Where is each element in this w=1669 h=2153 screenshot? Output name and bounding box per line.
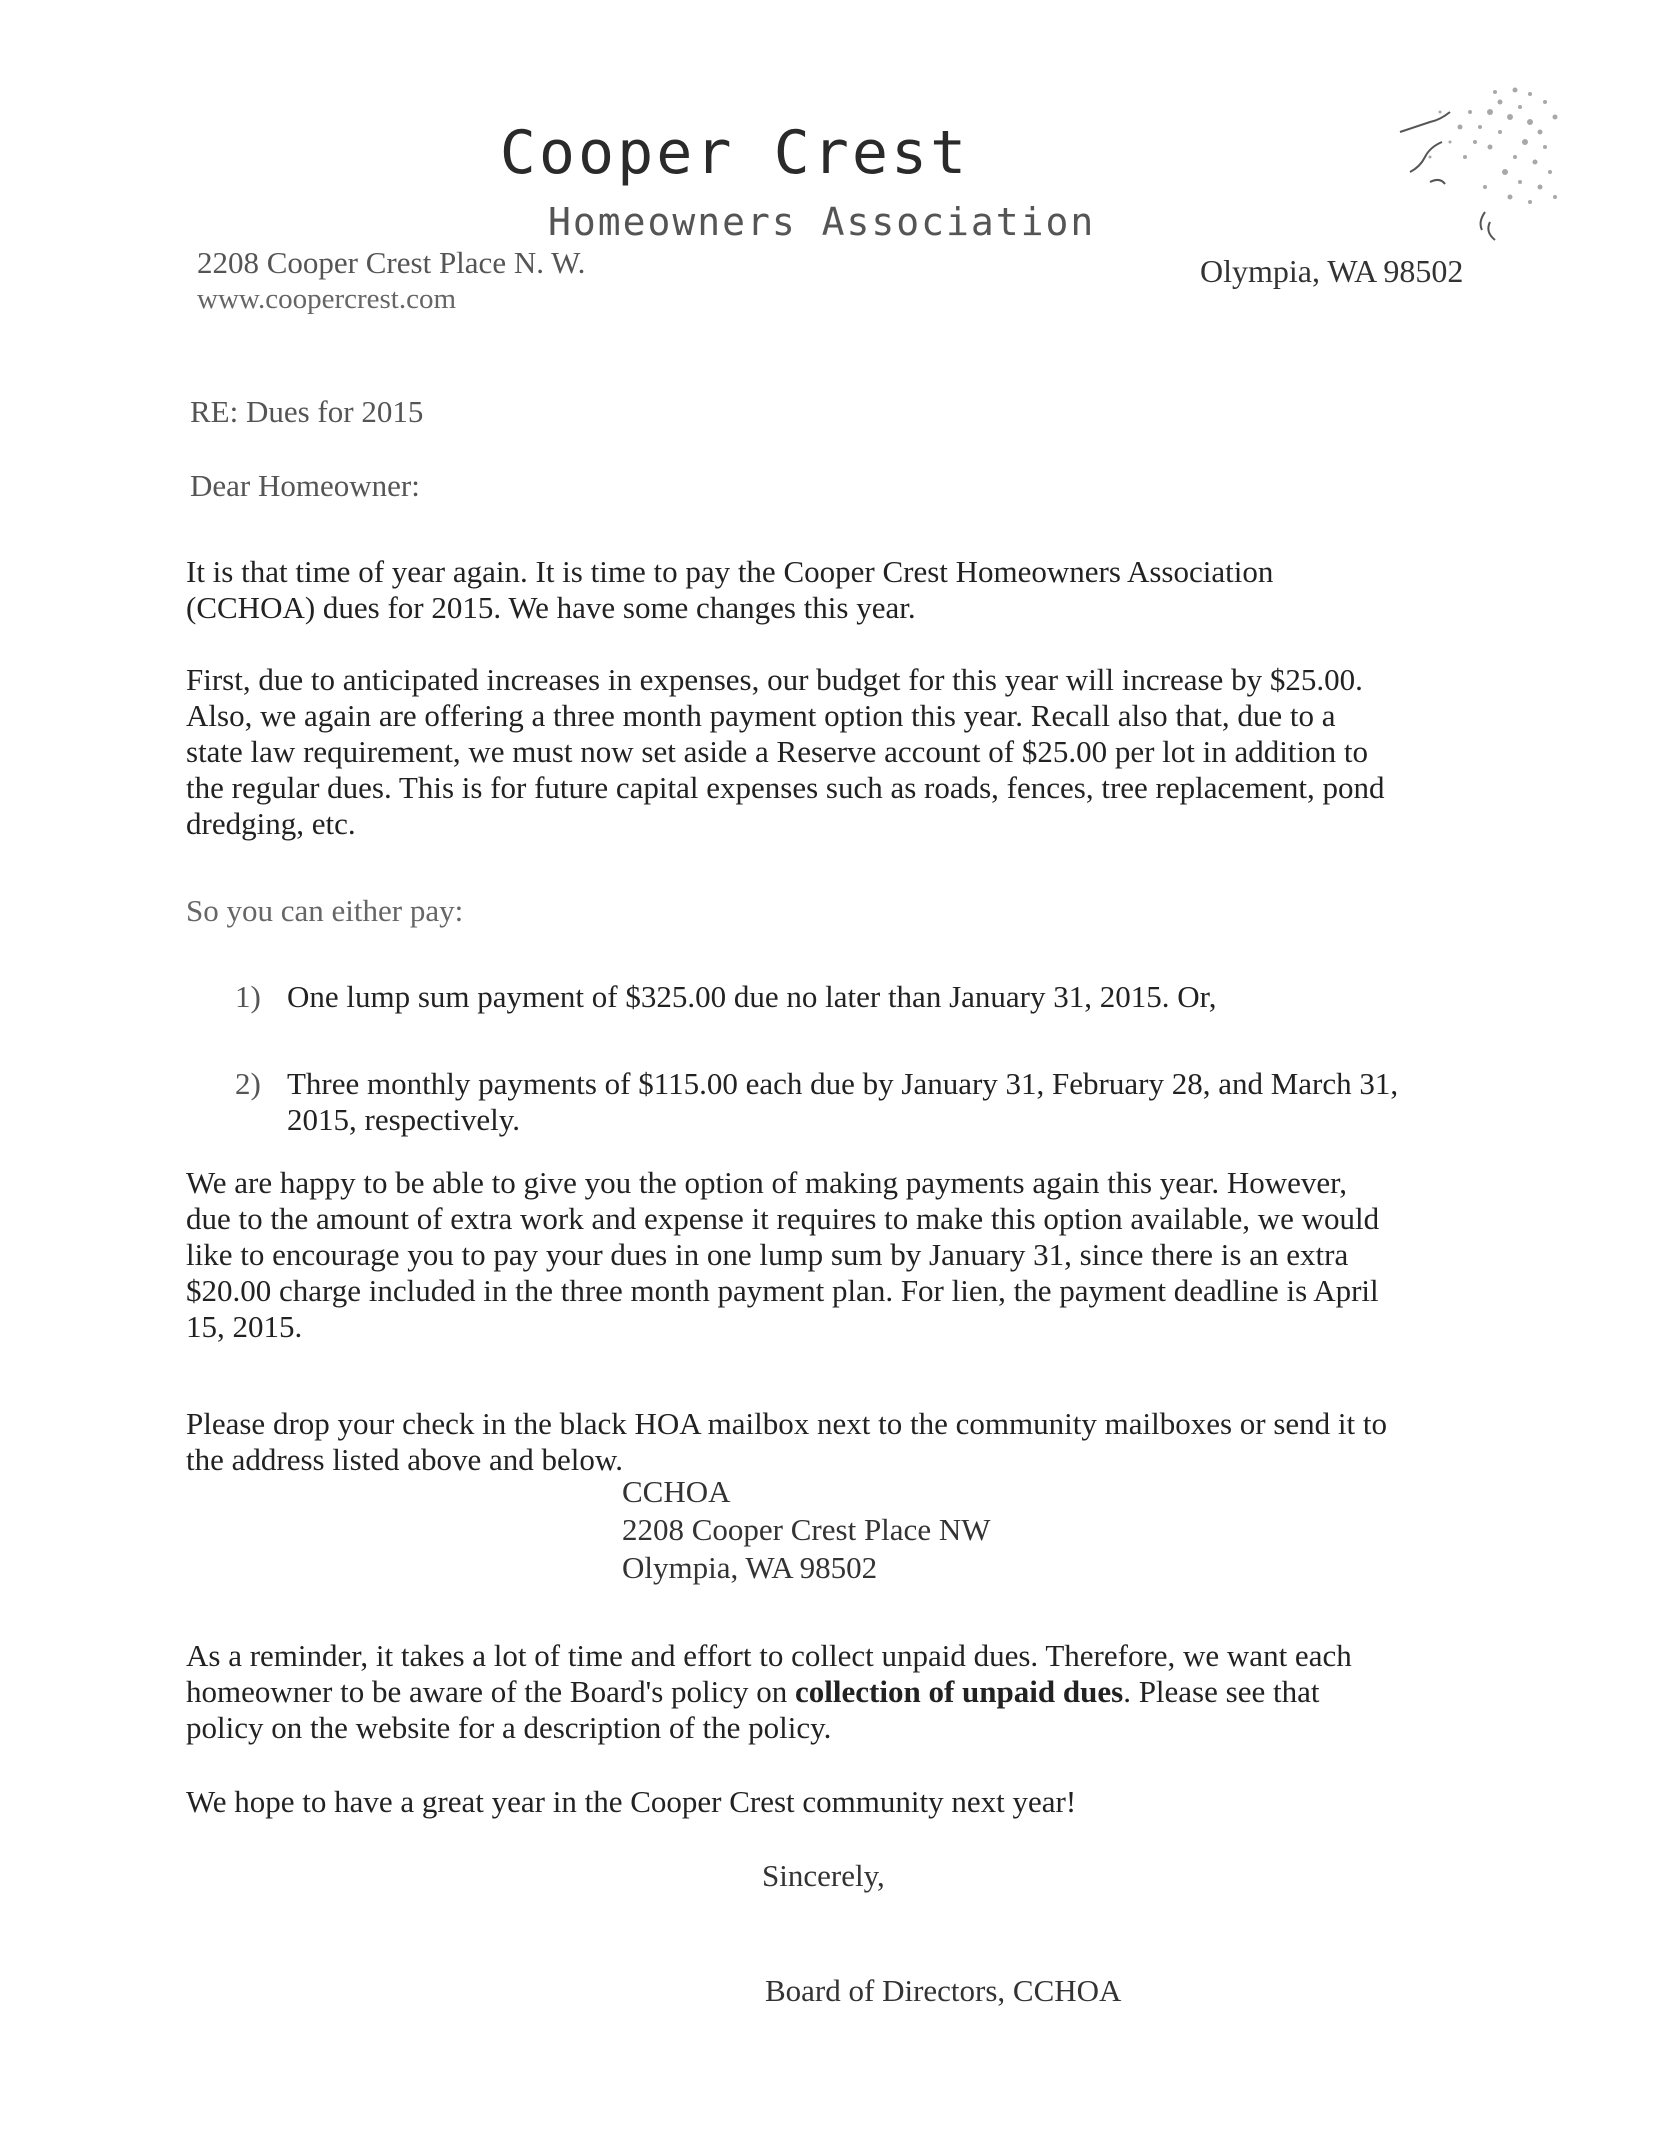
paragraph-line: $20.00 charge included in the three month payment plan. For lien, the payment deadline is April <box>186 1273 1379 1308</box>
address-line: Olympia, WA 98502 <box>622 1550 878 1585</box>
paragraph-reminder <box>186 1638 1506 1746</box>
paragraph-line: like to encourage you to pay your dues in one lump sum by January 31, since there is an extra <box>186 1237 1349 1272</box>
paragraph-line: the address listed above and below. <box>186 1442 624 1477</box>
paragraph-options-intro: So you can either pay: <box>186 893 464 928</box>
closing: Sincerely, <box>762 1858 885 1893</box>
list-text-line: Three monthly payments of $115.00 each due by January 31, February 28, and March 31, <box>287 1066 1399 1101</box>
paragraph-intro <box>186 554 1506 626</box>
org-subtitle: Homeowners Association <box>548 200 1096 244</box>
paragraph-line: dredging, etc. <box>186 806 356 841</box>
list-text-line: 2015, respectively. <box>287 1102 520 1137</box>
mailing-address <box>622 1473 990 1587</box>
paragraph-payment-plan <box>186 1165 1506 1345</box>
paragraph-line: (CCHOA) dues for 2015. We have some changes this year. <box>186 590 916 625</box>
paragraph-line: It is that time of year again. It is time to pay the Cooper Crest Homeowners Association <box>186 554 1274 589</box>
paragraph-line: Also, we again are offering a three month payment option this year. Recall also that, due to a <box>186 698 1336 733</box>
policy-emphasis: collection of unpaid dues <box>795 1674 1124 1709</box>
paragraph-drop-check <box>186 1406 1506 1478</box>
street-address: 2208 Cooper Crest Place N. W. <box>197 245 586 280</box>
paragraph-line: Please drop your check in the black HOA mailbox next to the community mailboxes or send it to <box>186 1406 1388 1441</box>
paragraph-line: policy on the website for a description of the policy. <box>186 1710 832 1745</box>
paragraph-line <box>186 1674 1506 1710</box>
list-number: 1) <box>235 979 261 1014</box>
text-run: homeowner to be aware of the Board's policy on <box>186 1674 796 1709</box>
list-text: One lump sum payment of $325.00 due no later than January 31, 2015. Or, <box>287 979 1217 1014</box>
paragraph-line: the regular dues. This is for future capital expenses such as roads, fences, tree replacement, pond <box>186 770 1385 805</box>
paragraph-line: First, due to anticipated increases in expenses, our budget for this year will increase by $25.00. <box>186 662 1363 697</box>
salutation: Dear Homeowner: <box>190 468 420 503</box>
paragraph-line: As a reminder, it takes a lot of time and effort to collect unpaid dues. Therefore, we want each <box>186 1638 1352 1673</box>
paragraph-budget <box>186 662 1506 842</box>
list-text <box>287 1066 1398 1138</box>
address-line: 2208 Cooper Crest Place NW <box>622 1512 991 1547</box>
city-state-zip: Olympia, WA 98502 <box>1200 253 1464 289</box>
paragraph-closing-wish: We hope to have a great year in the Cooper Crest community next year! <box>186 1784 1077 1819</box>
re-line: RE: Dues for 2015 <box>190 394 424 429</box>
paragraph-line: due to the amount of extra work and expense it requires to make this option available, we would <box>186 1201 1380 1236</box>
org-name: Cooper Crest <box>499 118 970 188</box>
signature: Board of Directors, CCHOA <box>765 1973 1122 2008</box>
paragraph-line: We are happy to be able to give you the option of making payments again this year. However, <box>186 1165 1348 1200</box>
website-link[interactable]: www.coopercrest.com <box>197 283 457 315</box>
list-number: 2) <box>235 1066 261 1101</box>
paragraph-line: state law requirement, we must now set aside a Reserve account of $25.00 per lot in addition to <box>186 734 1368 769</box>
text-run: . Please see that <box>1123 1674 1320 1709</box>
address-line: CCHOA <box>622 1474 731 1509</box>
paragraph-line: 15, 2015. <box>186 1309 303 1344</box>
